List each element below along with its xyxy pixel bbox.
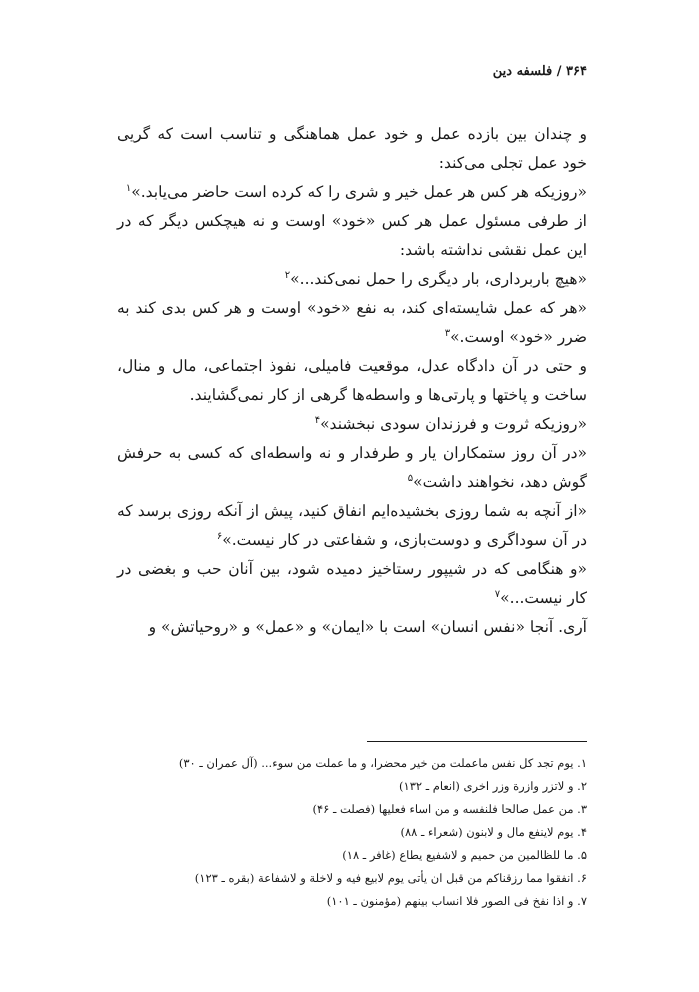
footnote-divider [367,741,587,742]
paragraph: و چندان بین بازده عمل و خود عمل هماهنگی و تناسب است که گریی خود عمل تجلی می‌کند: [117,125,587,172]
quote: «و هنگامی که در شیپور رستاخیز دمیده شود، بین آنان حب و بغضی در کار نیست...»$^۷$ [117,560,587,607]
footnote: ۷. و اذا نفخ فی الصور فلا انساب بینهم (مؤمنون ـ ۱۰۱) [326,894,587,908]
footnote-ref: ۲ [284,269,291,281]
footnote: ۶. انفقوا مما رزقناکم من قبل ان یأتی یوم لابیع فیه و لاخلة و لاشفاعة (بقره ـ ۱۲۳) [194,871,587,885]
quote: «از آنچه به شما روزی بخشیده‌ایم انفاق کنید، پیش از آنکه روزی برسد که در آن سوداگری و دوست‌بازی، و شفاعتی در کار نیست.»$^۶$ [117,502,587,549]
footnote: ۵. ما للظالمین من حمیم و لاشفیع یطاع (غافر ـ ۱۸) [342,848,587,862]
footnote: ۱. یوم تجد کل نفس ماعملت من خیر محضرا، و ما عملت من سوء... (آل عمران ـ ۳۰) [178,756,587,770]
footnote-ref: ۷ [494,588,501,600]
quote: «در آن روز ستمکاران یار و طرفدار و نه واسطه‌ای که کسی به حرفش گوش دهد، نخواهند داشت»$^۵$ [117,444,587,491]
quote: «روزیکه هر کس هر عمل خیر و شری را که کرده است حاضر می‌یابد.»$^۱$ [125,182,587,201]
running-header: ۳۶۴ / فلسفه دین [492,64,587,79]
body-text [117,120,587,642]
quote: «روزیکه ثروت و فرزندان سودی نبخشند»$^۴$ [314,414,587,433]
footnotes [117,752,587,913]
footnote-ref: ۴ [314,414,321,426]
footnote: ۲. و لاتزر وازرة وزر اخری (انعام ـ ۱۳۲) [399,779,587,793]
footnote-ref: ۵ [407,472,414,484]
quote: «هیچ باربرداری، بار دیگری را حمل نمی‌کند...»$^۲$ [284,269,587,288]
footnote: ۳. من عمل صالحا فلنفسه و من اساء فعلیها (فصلت ـ ۴۶) [312,802,587,816]
footnote-ref: ۱ [125,182,132,194]
footnote: ۴. یوم لاینفع مال و لابنون (شعراء ـ ۸۸) [400,825,587,839]
footnote-ref: ۳ [444,327,451,339]
paragraph: آری. آنجا «نفس انسان» است با «ایمان» و «عمل» و «روحیاتش» و [148,618,587,636]
paragraph: و حتی در آن دادگاه عدل، موقعیت فامیلی، نفوذ اجتماعی، مال و منال، ساخت و پاختها و پارتی‌ها و واسطه‌ها گرهی از کار نمی‌گشایند. [117,357,587,404]
quote: «هر که عمل شایسته‌ای کند، به نفع «خود» اوست و هر کس بدی کند به ضرر «خود» اوست.»$^۳$ [117,299,587,346]
footnote-ref: ۶ [216,530,223,542]
paragraph: از طرفی مسئول عمل هر کس «خود» اوست و نه هیچکس دیگر که در این عمل نقشی نداشته باشد: [117,212,587,259]
